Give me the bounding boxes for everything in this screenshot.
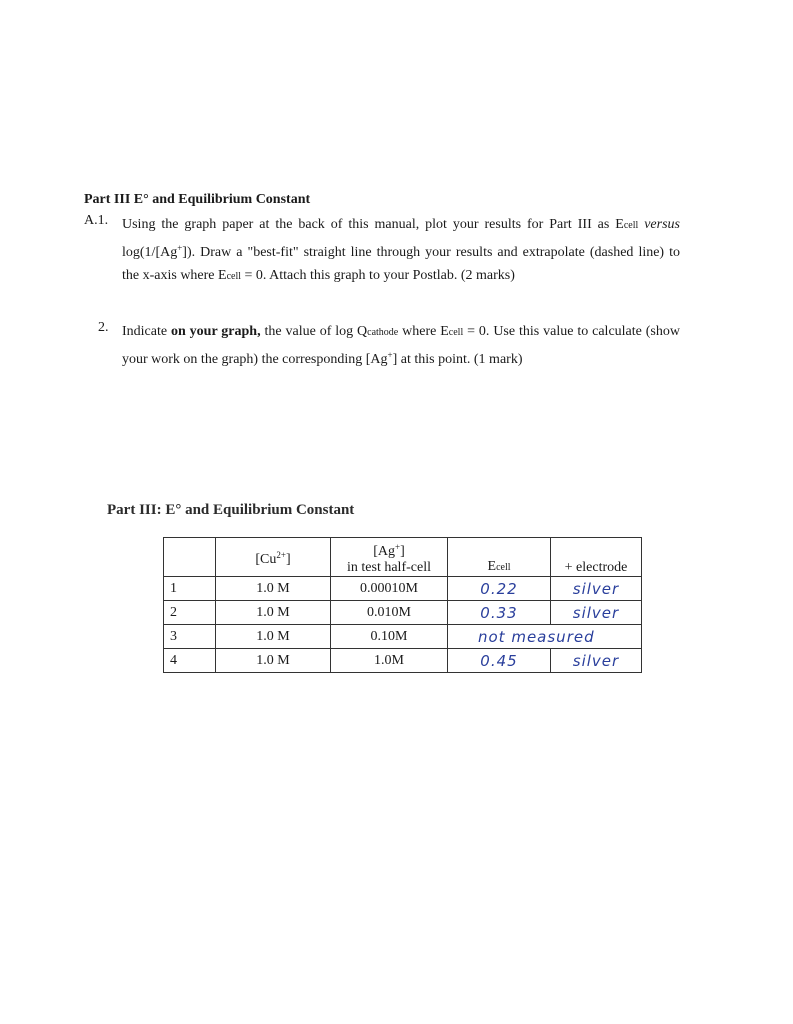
row-electrode-handwritten: silver [551,649,642,673]
row-ecell-handwritten: 0.22 [448,577,551,601]
header-ecell-sub: cell [496,562,511,573]
row-ag-value: 0.10M [331,625,448,649]
q1-text-b: log(1/[Ag [122,245,178,260]
header-cu-concentration [216,538,331,577]
row-ecell-handwritten: 0.45 [448,649,551,673]
q2-text-a: Indicate [122,324,171,339]
row-index: 2 [164,601,216,625]
row-ag-value: 1.0M [331,649,448,673]
q2-text-a-end: = 0. Use this value to [463,324,589,339]
q1-text-b-sup: + [177,243,183,253]
question-a1-text [122,213,680,288]
q1-text-b-end: ]). Draw a "best-fit" straight line through your results and extrapolate (dashed [182,245,634,260]
q2-text-a-sub: cathode [367,327,399,338]
row-cu-value: 1.0 M [216,649,331,673]
question-2-number: 2. [98,320,109,335]
row-cu-value: 1.0 M [216,577,331,601]
table-row [164,577,642,601]
q1-text-a: Using the graph paper at the back of this manual, plot your results for Part III as E [122,217,624,232]
results-table [163,537,642,673]
q2-text-a-mid: the value of log Q [260,324,368,339]
header-cu-sup: 2+ [276,549,286,560]
row-cu-value: 1.0 M [216,601,331,625]
q2-text-b: calculate (show your work on the graph) the corresponding [Ag [122,324,680,367]
section-title: Part III E° and Equilibrium Constant [84,192,311,207]
row-cu-value: 1.0 M [216,625,331,649]
header-electrode: + electrode [551,538,642,577]
table-header-row [164,538,642,577]
header-ag-concentration [331,538,448,577]
header-ag-end: ] [400,544,405,559]
header-cu-label: [Cu [255,551,277,567]
header-cu-end: ] [285,551,291,567]
row-index: 3 [164,625,216,649]
row-electrode-handwritten: silver [551,577,642,601]
row-ecell-handwritten: 0.33 [448,601,551,625]
question-a1-number: A.1. [84,213,109,228]
q2-text-a-bold: on your graph, [170,324,261,339]
q1-text-a-sub: cell [623,220,639,231]
row-electrode-handwritten: silver [551,601,642,625]
q2-text-b-end: ] at this point. (1 mark) [392,352,523,367]
header-ecell-label: E [487,559,497,574]
q2-text-b-sup: + [387,350,393,360]
header-ag-label: [Ag [373,544,396,559]
q1-text-a-end: versus [638,217,680,232]
row-index: 1 [164,577,216,601]
table-title: Part III: E° and Equilibrium Constant [107,502,355,518]
row-ag-value: 0.010M [331,601,448,625]
q1-text-c-sub: cell [226,271,242,282]
table-row [164,601,642,625]
row-not-measured-handwritten: not measured [448,625,642,649]
q2-text-a-sub2: cell [448,327,464,338]
header-ecell [448,538,551,577]
header-ag-subtitle: in test half-cell [347,560,431,575]
header-index [164,538,216,577]
q2-text-a-mid2: where E [398,324,449,339]
row-ag-value: 0.00010M [331,577,448,601]
q1-text-c: line) to the x-axis where E [122,245,681,283]
header-ag-sup: + [395,542,401,552]
row-index: 4 [164,649,216,673]
q1-text-c-end: = 0. Attach this graph to your Postlab. (2 marks) [241,268,515,283]
table-row [164,649,642,673]
question-2-text [122,320,680,371]
table-row [164,625,642,649]
